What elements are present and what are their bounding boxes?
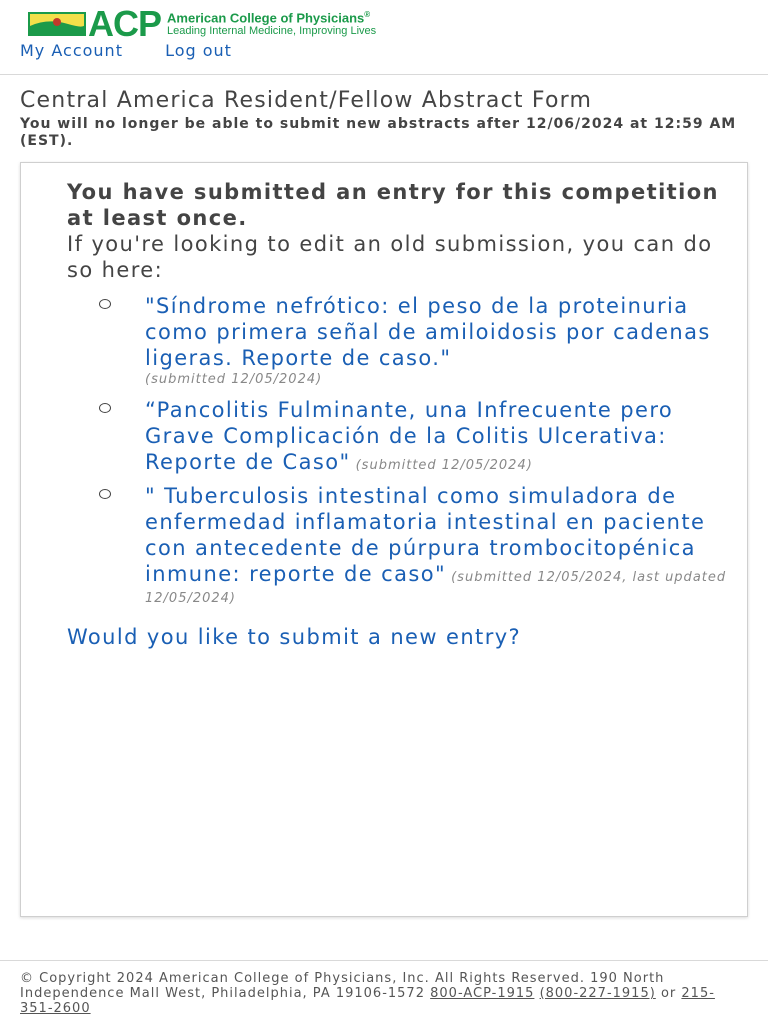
- logo-text: [167, 11, 376, 38]
- registered-mark: ®: [364, 9, 371, 19]
- my-account-link[interactable]: My Account: [20, 41, 123, 60]
- or-text: or: [660, 986, 677, 1001]
- phone-link-acp[interactable]: 800-ACP-1915: [430, 986, 535, 1001]
- phone-link-local[interactable]: 215-351-2600: [20, 986, 715, 1016]
- edit-prompt: If you're looking to edit an old submission, you can do so here:: [67, 232, 713, 282]
- submission-link[interactable]: "Síndrome nefrótico: el peso de la proteinuria como primera señal de amiloidosis por cadenas ligeras. Reporte de caso.": [145, 294, 711, 370]
- acp-logo[interactable]: [28, 3, 377, 44]
- site-header: [0, 0, 768, 75]
- list-item: [95, 293, 727, 389]
- submission-date: (submitted 12/05/2024): [355, 458, 533, 473]
- phone-link-numeric[interactable]: (800-227-1915): [539, 986, 656, 1001]
- bullet-icon: [99, 403, 111, 413]
- logo-tagline: Leading Internal Medicine, Improving Lives: [167, 25, 377, 38]
- logo-wordmark: ACP: [88, 3, 162, 44]
- copyright-text: © Copyright 2024 American College of Physicians, Inc. All Rights Reserved. 190 North Independence Mall West, Philadelphia, PA 19106-1572: [20, 971, 665, 1001]
- bullet-icon: [99, 299, 111, 309]
- acp-emblem-icon: [28, 12, 86, 36]
- logout-link[interactable]: Log out: [165, 41, 232, 60]
- page-title: Central America Resident/Fellow Abstract Form: [20, 88, 593, 113]
- site-footer: [0, 960, 768, 1016]
- list-item: [95, 483, 727, 608]
- submission-date: (submitted 12/05/2024): [145, 372, 323, 387]
- new-entry-link[interactable]: Would you like to submit a new entry?: [67, 625, 522, 649]
- bullet-icon: [99, 489, 111, 499]
- already-submitted-notice: You have submitted an entry for this competition at least once.: [67, 180, 719, 230]
- account-nav: [20, 41, 268, 60]
- logo-name: American College of Physicians: [167, 9, 365, 25]
- list-item: [95, 397, 727, 475]
- submission-link[interactable]: “Pancolitis Fulminante, una Infrecuente pero Grave Complicación de la Colitis Ulcerativa: Reporte de Caso": [145, 398, 674, 474]
- submission-link[interactable]: " Tuberculosis intestinal como simuladora de enfermedad inflamatoria intestinal en paciente con antecedente de púrpura trombocitopénica inmune: reporte de caso": [145, 484, 706, 586]
- deadline-notice: You will no longer be able to submit new abstracts after 12/06/2024 at 12:59 AM (EST).: [20, 116, 737, 149]
- submission-date: (submitted 12/05/2024, last updated 12/05/2024): [145, 570, 727, 606]
- submission-list: [67, 293, 727, 608]
- submissions-panel: [20, 162, 748, 917]
